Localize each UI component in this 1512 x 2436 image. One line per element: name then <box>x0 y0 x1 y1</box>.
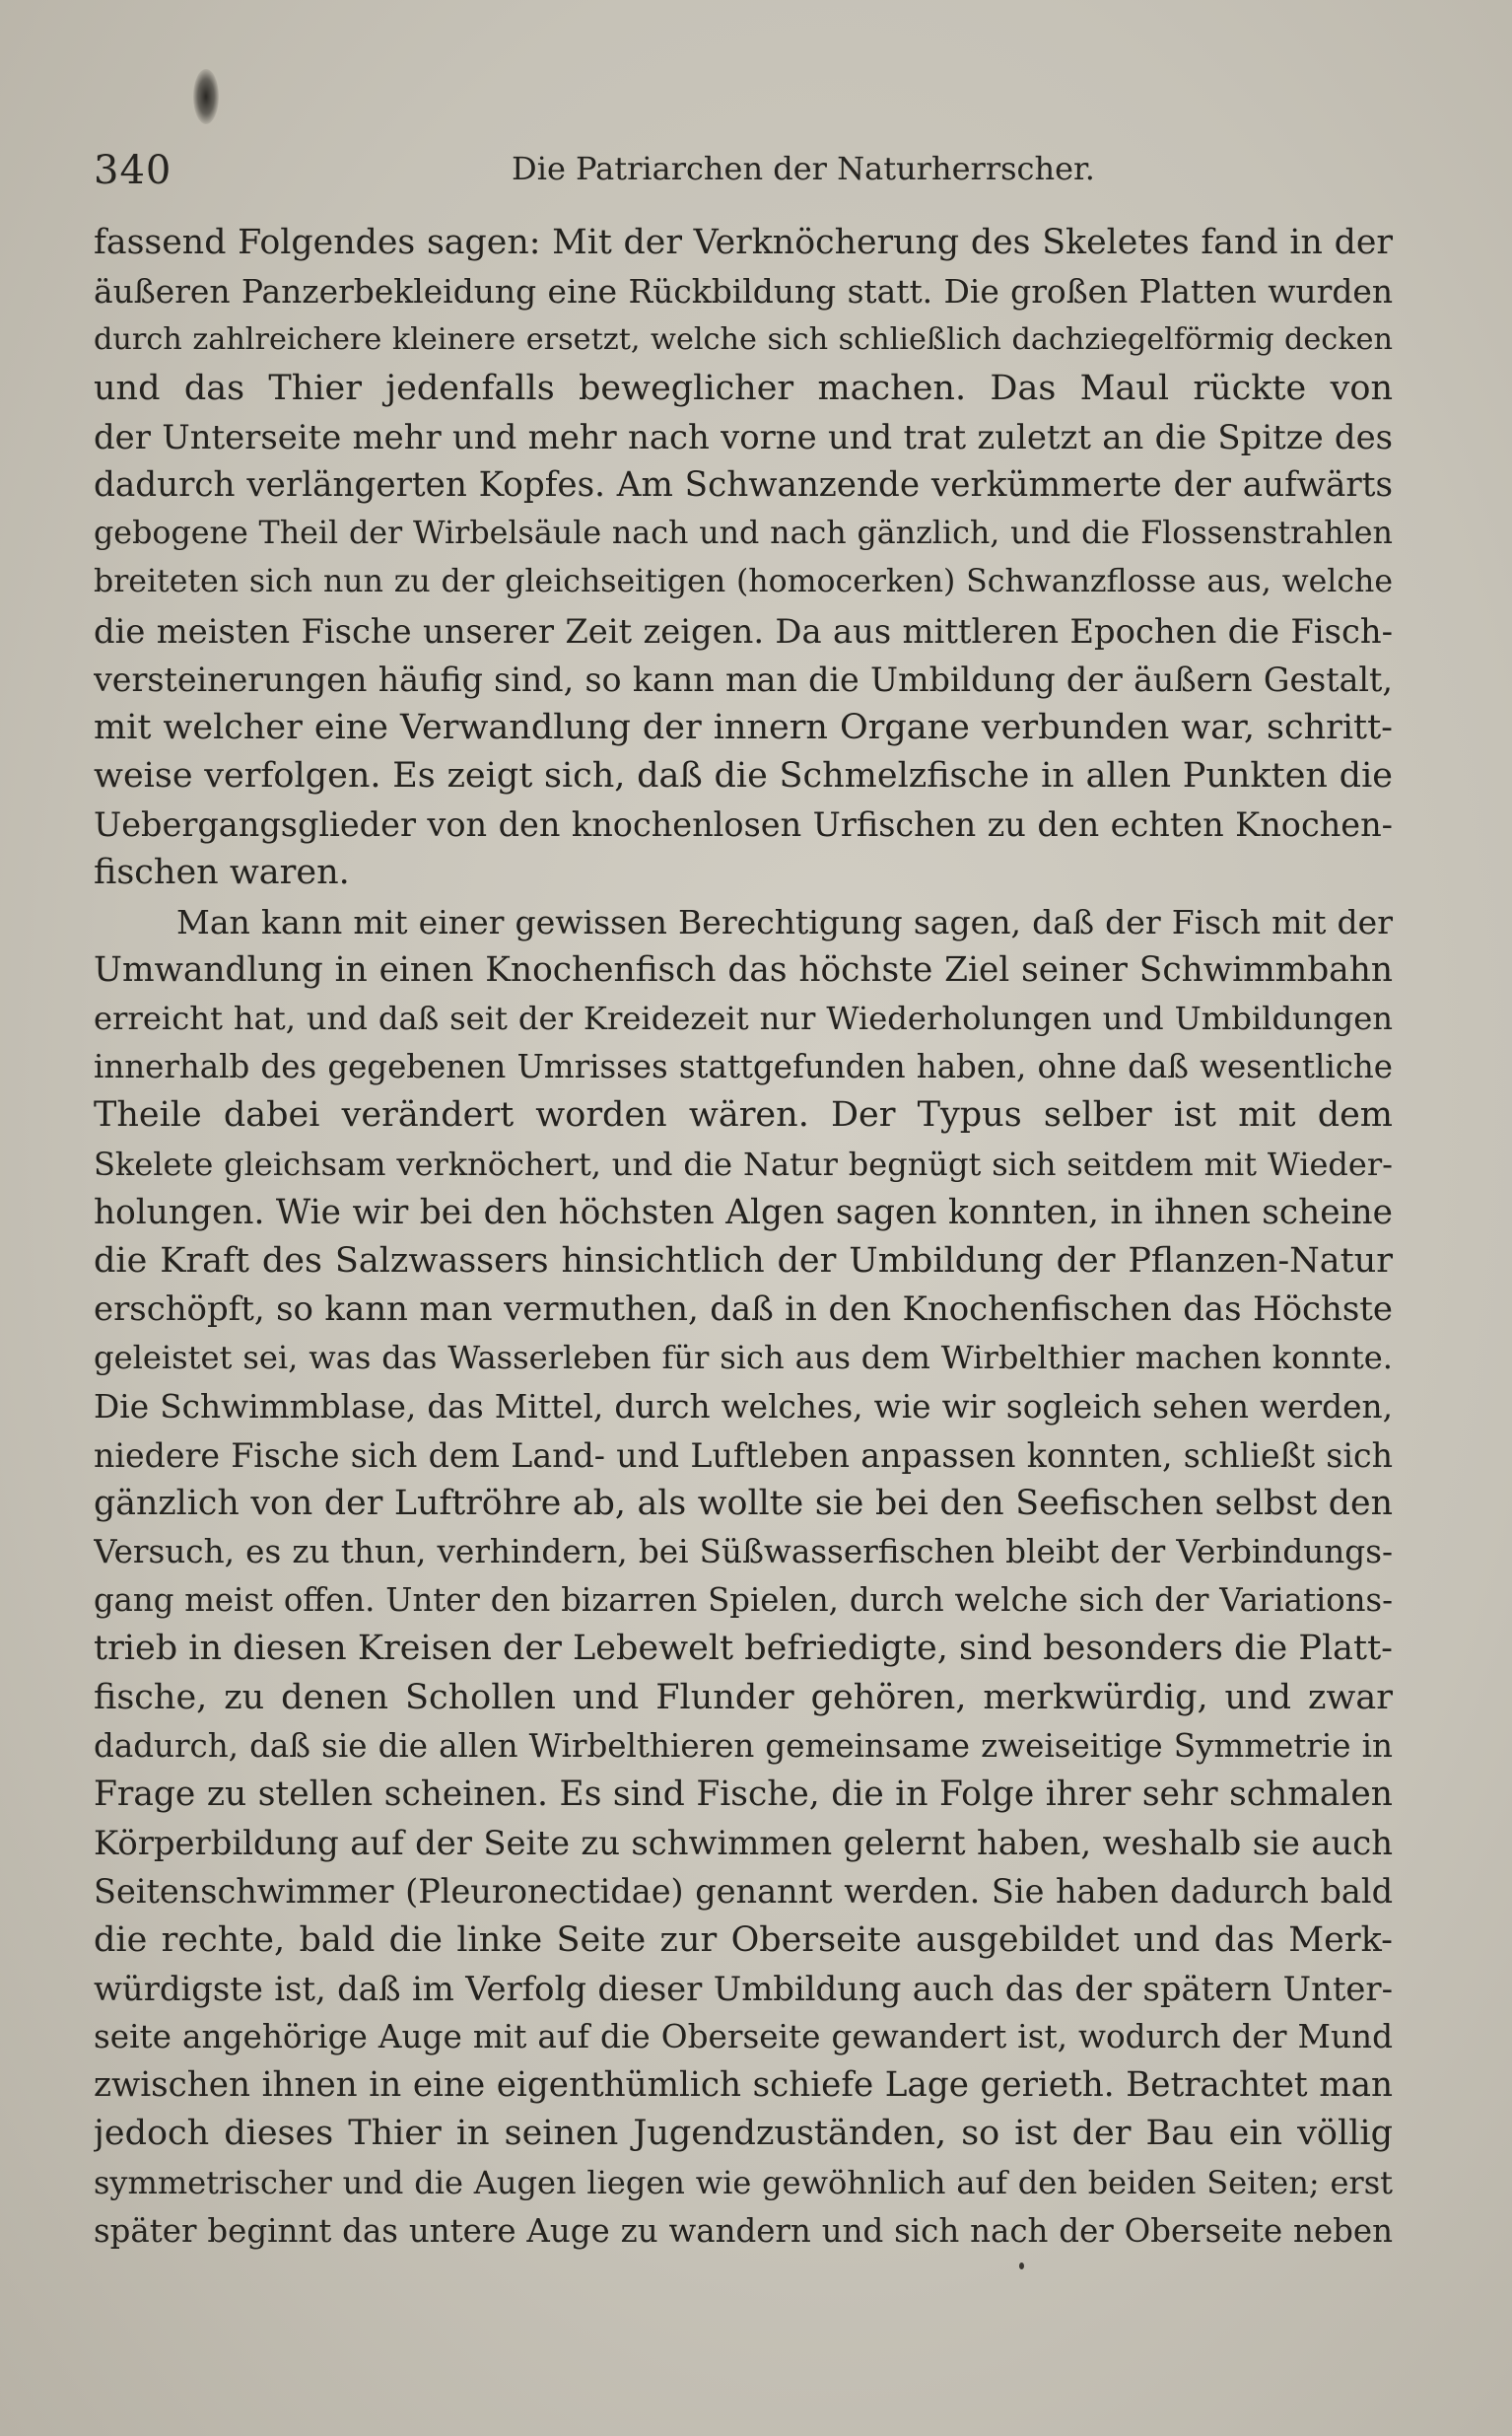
text-line: fassend Folgendes sagen: Mit der Verknöcherung des Skeletes fand in der <box>94 223 1393 262</box>
text-line: breiteten sich nun zu der gleichseitigen (homocerken) Schwanzflosse aus, welche <box>94 564 1393 600</box>
text-line: Skelete gleichsam verknöchert, und die Natur begnügt sich seitdem mit Wieder- <box>94 1145 1393 1183</box>
text-line: fische, zu denen Schollen und Flunder gehören, merkwürdig, und zwar <box>94 1677 1393 1717</box>
running-title: Die Patriarchen der Naturherrscher. <box>512 150 1095 187</box>
text-line: Uebergangsglieder von den knochenlosen Urfischen zu den echten Knochen- <box>94 805 1393 845</box>
text-line: erschöpft, so kann man vermuthen, daß in den Knochenfischen das Höchste <box>94 1290 1393 1330</box>
text-line: weise verfolgen. Es zeigt sich, daß die Schmelzfische in allen Punkten die <box>94 756 1393 797</box>
text-line: die meisten Fische unserer Zeit zeigen. Da aus mittleren Epochen die Fisch- <box>94 611 1393 651</box>
text-line: durch zahlreichere kleinere ersetzt, welche sich schließlich dachziegelförmig decken <box>94 322 1393 358</box>
text-line: der Unterseite mehr und mehr nach vorne und trat zuletzt an die Spitze des <box>94 417 1393 456</box>
text-line: Umwandlung in einen Knochenfisch das höchste Ziel seiner Schwimmbahn <box>94 949 1393 990</box>
body-text <box>94 219 1393 2256</box>
text-line: Die Schwimmblase, das Mittel, durch welches, wie wir sogleich sehen werden, <box>94 1387 1393 1426</box>
text-line: versteinerungen häufig sind, so kann man die Umbildung der äußern Gestalt, <box>94 660 1393 699</box>
text-line: äußeren Panzerbekleidung eine Rückbildung statt. Die großen Platten wurden <box>94 272 1393 312</box>
text-line: Frage zu stellen scheinen. Es sind Fische, die in Folge ihrer sehr schmalen <box>94 1775 1393 1814</box>
text-line: innerhalb des gegebenen Umrisses stattgefunden haben, ohne daß wesentliche <box>94 1048 1393 1086</box>
text-line: würdigste ist, daß im Verfolg dieser Umbildung auch das der spätern Unter- <box>94 1969 1393 2008</box>
text-line: Theile dabei verändert worden wären. Der Typus selber ist mit dem <box>94 1095 1393 1136</box>
text-line: und das Thier jedenfalls beweglicher machen. Das Maul rückte von <box>94 368 1393 408</box>
text-line: Versuch, es zu thun, verhindern, bei Süßwasserfischen bleibt der Verbindungs- <box>94 1533 1393 1571</box>
text-line: gänzlich von der Luftröhre ab, als wollte sie bei den Seefischen selbst den <box>94 1483 1393 1523</box>
text-line: später beginnt das untere Auge zu wandern und sich nach der Oberseite neben <box>94 2211 1393 2250</box>
text-line: die rechte, bald die linke Seite zur Oberseite ausgebildet und das Merk- <box>94 1919 1393 1960</box>
ink-speck <box>1019 2262 1024 2269</box>
page-header <box>94 146 1395 205</box>
text-line: geleistet sei, was das Wasserleben für sich aus dem Wirbelthier machen konnte. <box>94 1339 1393 1377</box>
text-line: dadurch, daß sie die allen Wirbelthieren gemeinsame zweiseitige Symmetrie in <box>94 1726 1393 1765</box>
text-line: gang meist offen. Unter den bizarren Spielen, durch welche sich der Variations- <box>94 1581 1393 1620</box>
text-line: Seitenschwimmer (Pleuronectidae) genannt werden. Sie haben dadurch bald <box>94 1872 1393 1912</box>
text-line: die Kraft des Salzwassers hinsichtlich der Umbildung der Pflanzen-Natur <box>94 1240 1393 1281</box>
text-line: zwischen ihnen in eine eigenthümlich schiefe Lage gerieth. Betrachtet man <box>94 2065 1393 2106</box>
text-line: Man kann mit einer gewissen Berechtigung sagen, daß der Fisch mit der <box>176 902 1393 941</box>
text-line: seite angehörige Auge mit auf die Oberseite gewandert ist, wodurch der Mund <box>94 2017 1393 2055</box>
text-line: erreicht hat, und daß seit der Kreidezeit nur Wiederholungen und Umbildungen <box>94 1000 1393 1037</box>
text-line: mit welcher eine Verwandlung der innern Organe verbunden war, schritt- <box>94 707 1393 747</box>
text-line: dadurch verlängerten Kopfes. Am Schwanzende verkümmerte der aufwärts <box>94 464 1393 505</box>
text-line: symmetrischer und die Augen liegen wie gewöhnlich auf den beiden Seiten; erst <box>94 2163 1393 2201</box>
ink-blot <box>193 69 219 124</box>
text-line: Körperbildung auf der Seite zu schwimmen gelernt haben, weshalb sie auch <box>94 1824 1393 1863</box>
text-line: holungen. Wie wir bei den höchsten Algen sagen konnten, in ihnen scheine <box>94 1192 1393 1232</box>
text-line: jedoch dieses Thier in seinen Jugendzuständen, so ist der Bau ein völlig <box>94 2114 1393 2154</box>
text-line: niedere Fische sich dem Land- und Luftleben anpassen konnten, schließt sich <box>94 1435 1393 1475</box>
text-line: fischen waren. <box>94 853 350 893</box>
text-line: trieb in diesen Kreisen der Lebewelt befriedigte, sind besonders die Platt- <box>94 1629 1393 1669</box>
text-line: gebogene Theil der Wirbelsäule nach und nach gänzlich, und die Flossenstrahlen <box>94 516 1393 552</box>
page-number: 340 <box>94 148 172 193</box>
